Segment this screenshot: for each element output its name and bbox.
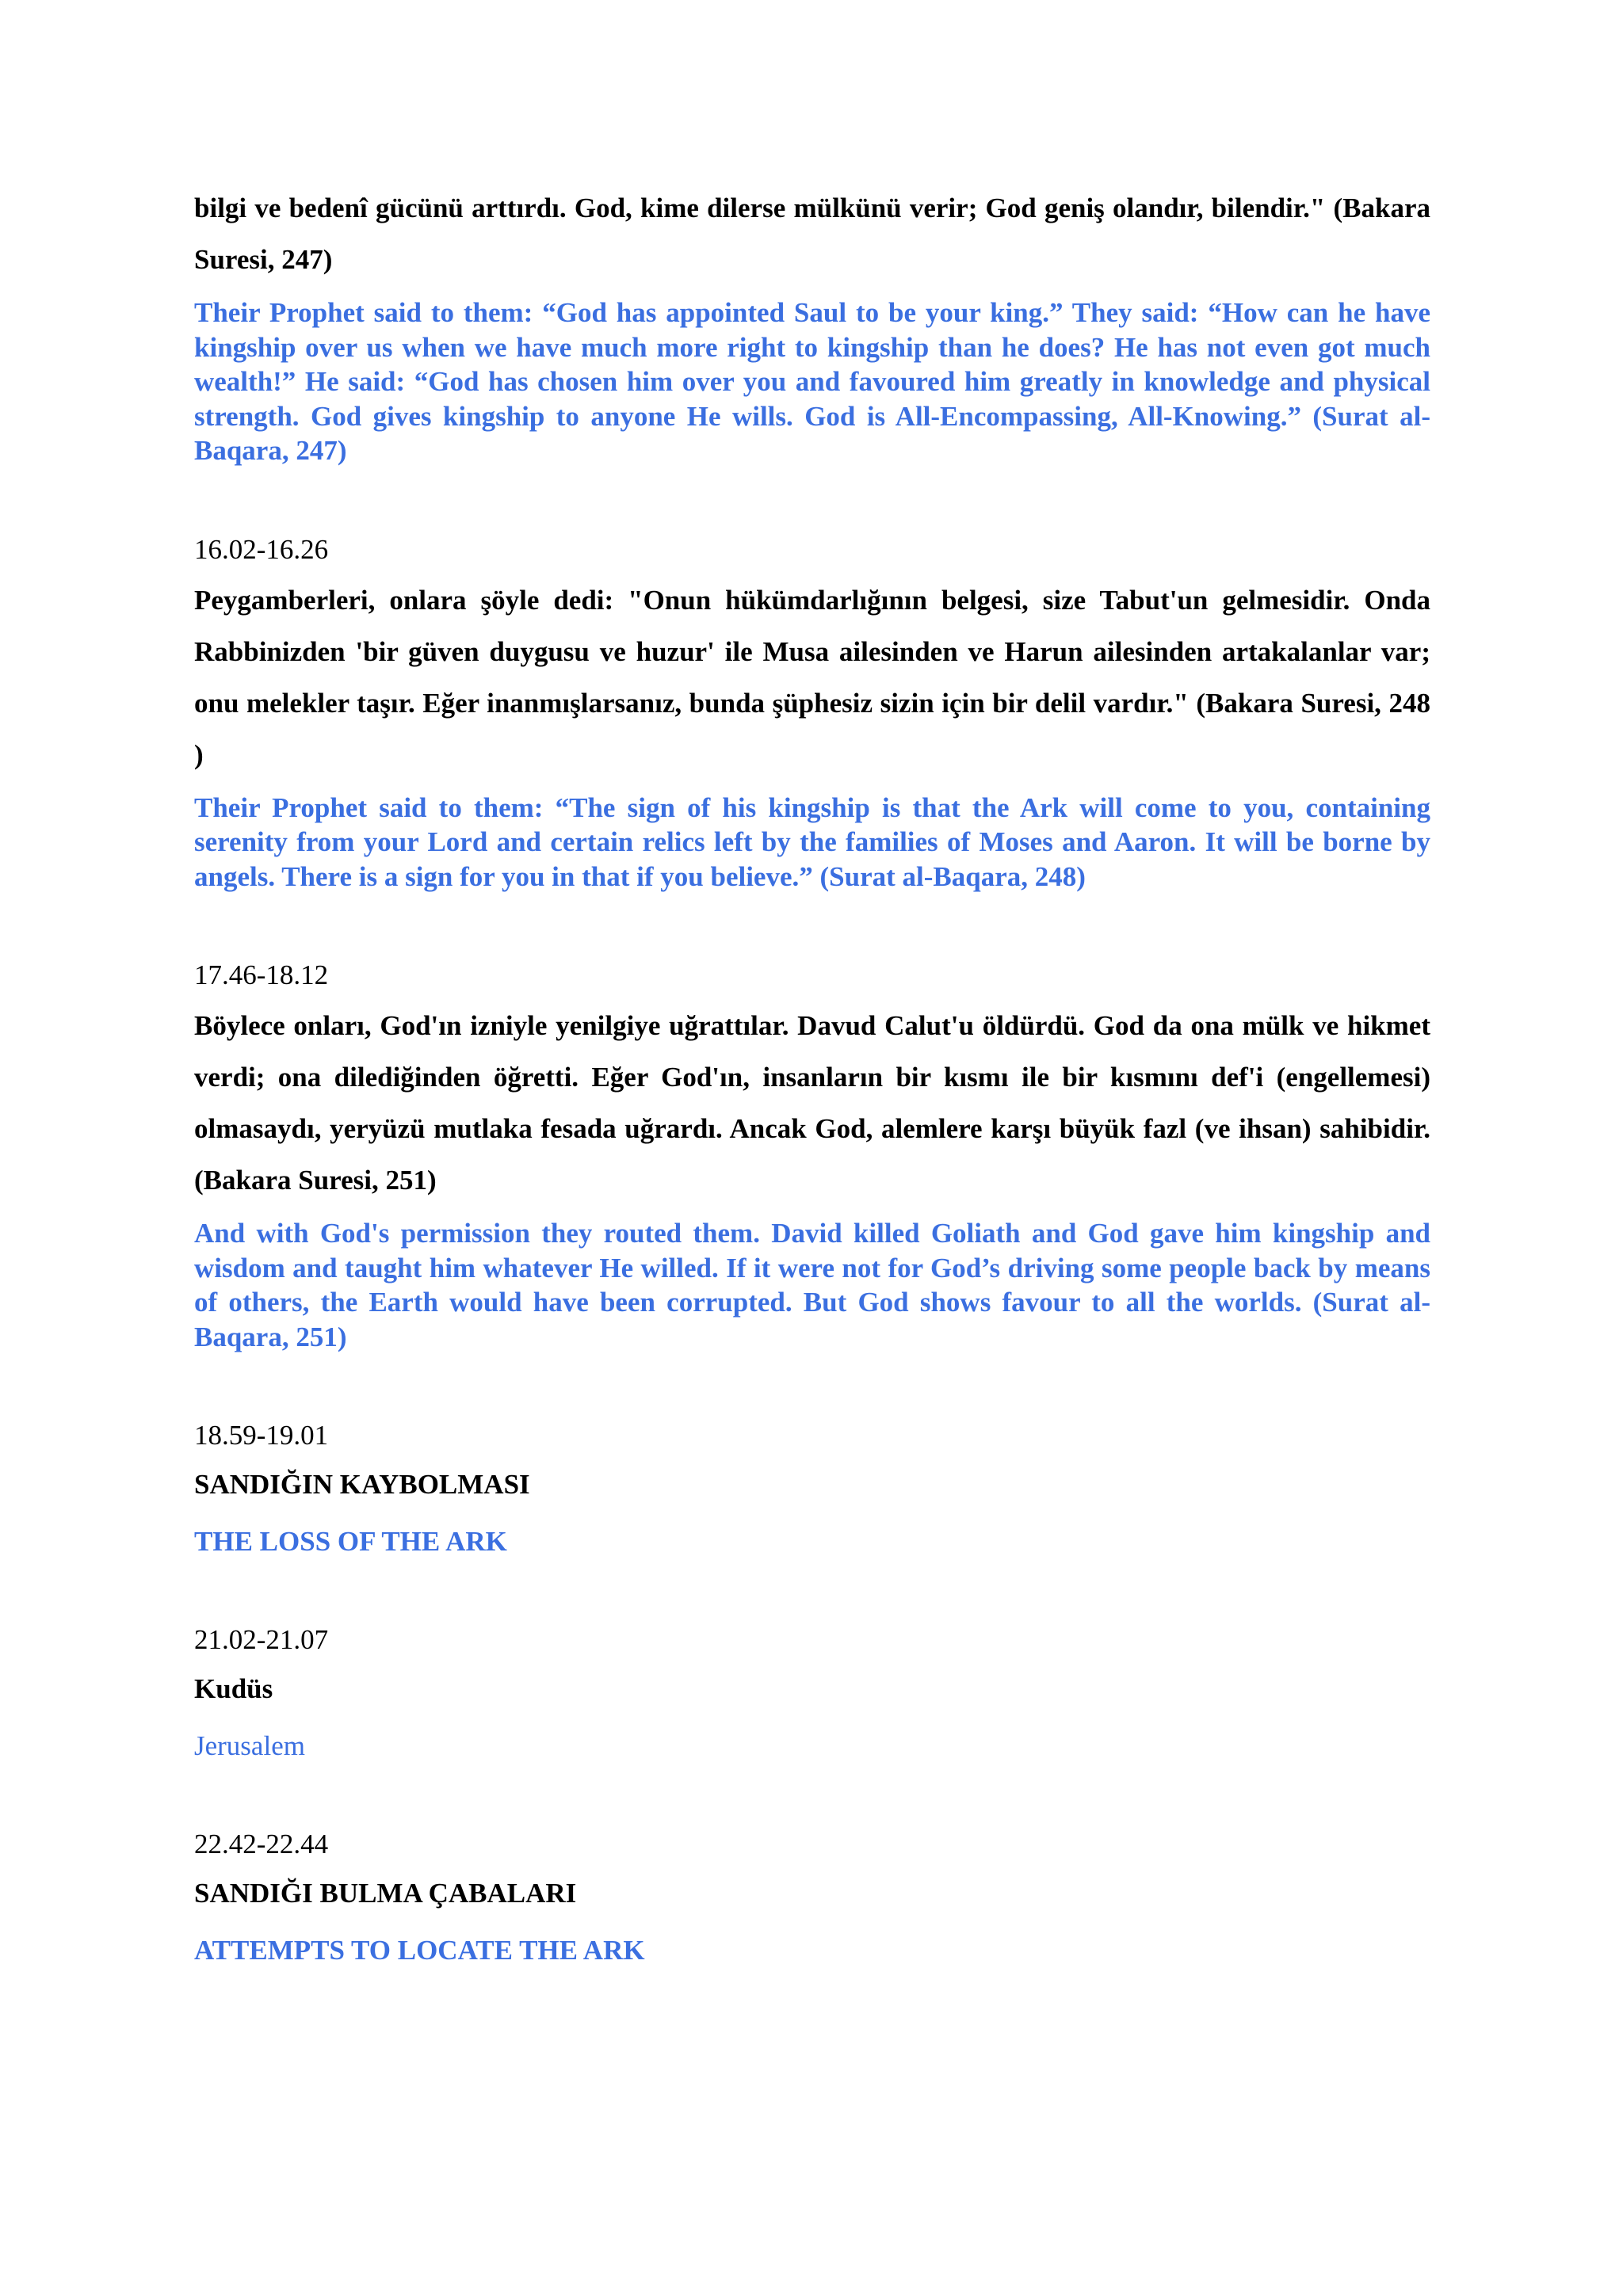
heading-block bbox=[194, 1820, 1430, 1967]
timecode: 21.02-21.07 bbox=[194, 1624, 329, 1655]
timecode: 22.42-22.44 bbox=[194, 1829, 329, 1859]
verse-block bbox=[194, 182, 1430, 468]
verse-block bbox=[194, 951, 1430, 1354]
turkish-verse: Peygamberleri, onlara şöyle dedi: "Onun hükümdarlığının belgesi, size Tabut'un gelmesidir. Onda Rabbinizden 'bir güven duygusu ve huzur' ile Musa ailesinden ve Harun ailesinden artakalanlar var; onu melekler taşır. Eğer inanmışlarsanız, bunda şüphesiz sizin için bir delil vardır." (Bakara Suresi, 248 ) bbox=[194, 584, 1430, 770]
turkish-verse: bilgi ve bedenî gücünü arttırdı. God, kime dilerse mülkünü verir; God geniş olandır, bilendir." (Bakara Suresi, 247) bbox=[194, 193, 1430, 275]
document-page bbox=[194, 182, 1430, 1967]
english-verse: Their Prophet said to them: “The sign of his kingship is that the Ark will come to you, containing serenity from your Lord and certain relics left by the families of Moses and Aaron. It will be borne by angels. There is a sign for you in that if you believe.” (Surat al-Baqara, 248) bbox=[194, 791, 1430, 892]
heading-block bbox=[194, 1411, 1430, 1558]
timecode: 17.46-18.12 bbox=[194, 959, 329, 990]
english-verse: Their Prophet said to them: “God has appointed Saul to be your king.” They said: “How can he have kingship over us when we have much more right to kingship than he does? He has not even got much wealth!” He said: “God has chosen him over you and favoured him greatly in knowledge and physical strength. God gives kingship to anyone He wills. God is All-Encompassing, All-Knowing.” (Surat al-Baqara, 247) bbox=[194, 297, 1430, 466]
turkish-heading: SANDIĞI BULMA ÇABALARI bbox=[194, 1878, 577, 1909]
english-heading: ATTEMPTS TO LOCATE THE ARK bbox=[194, 1935, 645, 1966]
verse-block bbox=[194, 525, 1430, 894]
english-heading: Jerusalem bbox=[194, 1730, 305, 1761]
english-heading: THE LOSS OF THE ARK bbox=[194, 1526, 507, 1557]
turkish-verse: Böylece onları, God'ın izniyle yenilgiye uğrattılar. Davud Calut'u öldürdü. God da ona mülk ve hikmet verdi; ona dilediğinden öğretti. Eğer God'ın, insanların bir kısmı ile bir kısmını def'i (engellemesi) olmasaydı, yeryüzü mutlaka fesada uğrardı. Ancak God, alemlere karşı büyük fazl (ve ihsan) sahibidir. (Bakara Suresi, 251) bbox=[194, 1010, 1430, 1196]
turkish-heading: SANDIĞIN KAYBOLMASI bbox=[194, 1469, 530, 1500]
turkish-heading: Kudüs bbox=[194, 1673, 273, 1704]
heading-block bbox=[194, 1615, 1430, 1763]
timecode: 16.02-16.26 bbox=[194, 533, 329, 565]
timecode: 18.59-19.01 bbox=[194, 1420, 329, 1451]
english-verse: And with God's permission they routed them. David killed Goliath and God gave him kingship and wisdom and taught him whatever He willed. If it were not for God’s driving some people back by means of others, the Earth would have been corrupted. But God shows favour to all the worlds. (Surat al-Baqara, 251) bbox=[194, 1218, 1430, 1352]
